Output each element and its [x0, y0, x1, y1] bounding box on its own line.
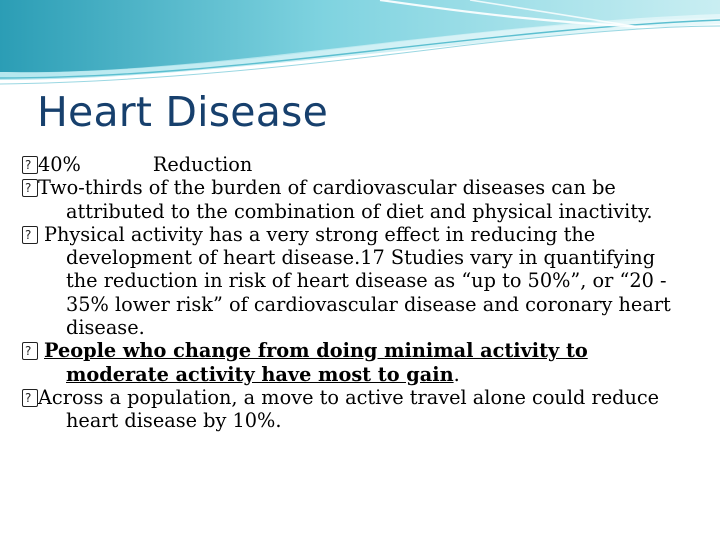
bullet-text: Physical activity has a very strong effect in reducing the development of heart disease.17 Studies vary in quantifying the reduction in risk of heart disease as “up to 50%”, or “20 - 35% lower risk” of cardiovascular disease and coronary heart disease.	[44, 222, 671, 340]
missing-glyph-icon	[22, 389, 38, 407]
bullet-value: 40%	[38, 153, 81, 176]
bullet-item	[22, 176, 692, 223]
bullet-label: Reduction	[152, 153, 253, 176]
bullet-suffix: .	[453, 362, 460, 386]
bullet-item	[22, 153, 692, 176]
bullet-item	[22, 339, 692, 386]
bullet-text: Two-thirds of the burden of cardiovascular diseases can be attributed to the combination of diet and physical inactivity.	[38, 176, 653, 223]
slide-title: Heart Disease	[37, 88, 329, 136]
missing-glyph-icon	[22, 226, 38, 244]
missing-glyph-icon	[22, 156, 38, 174]
missing-glyph-icon	[22, 179, 38, 197]
bullet-item	[22, 386, 692, 433]
missing-glyph-icon	[22, 342, 38, 360]
bullet-item	[22, 223, 692, 339]
bullet-text: Across a population, a move to active travel alone could reduce heart disease by 10%.	[38, 385, 660, 433]
bullet-emphasis: People who change from doing minimal activity to moderate activity have most to gain	[44, 339, 588, 386]
slide-body	[22, 153, 692, 433]
decorative-wave-banner	[0, 0, 720, 90]
